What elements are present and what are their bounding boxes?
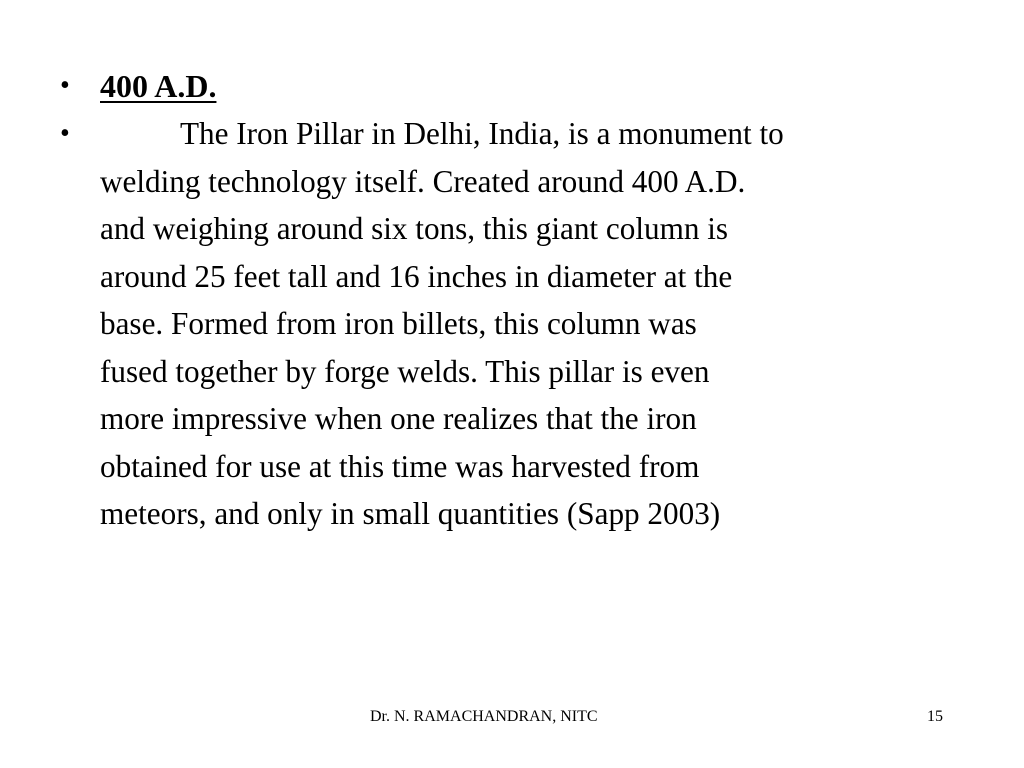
bullet-body-item — [60, 110, 960, 538]
page-number: 15 — [927, 708, 943, 725]
slide-heading: 400 A.D. — [100, 68, 217, 104]
bullet-marker-icon: • — [60, 118, 70, 149]
bullet-heading-item — [60, 62, 960, 110]
bullet-list — [60, 62, 960, 538]
slide-body-text: The Iron Pillar in Delhi, India, is a monument to welding technology itself. Created around 400 A.D. and weighing around six tons, this giant column is around 25 feet tall and 16 inches in diameter at the base. Formed from iron billets, this column was fused together by forge welds. This pillar is even more impressive when one realizes that the iron obtained for use at this time was harvested from meteors, and only in small quantities (Sapp 2003) — [100, 116, 784, 531]
footer-author: Dr. N. RAMACHANDRAN, NITC — [370, 708, 598, 725]
bullet-marker-icon: • — [60, 70, 70, 101]
